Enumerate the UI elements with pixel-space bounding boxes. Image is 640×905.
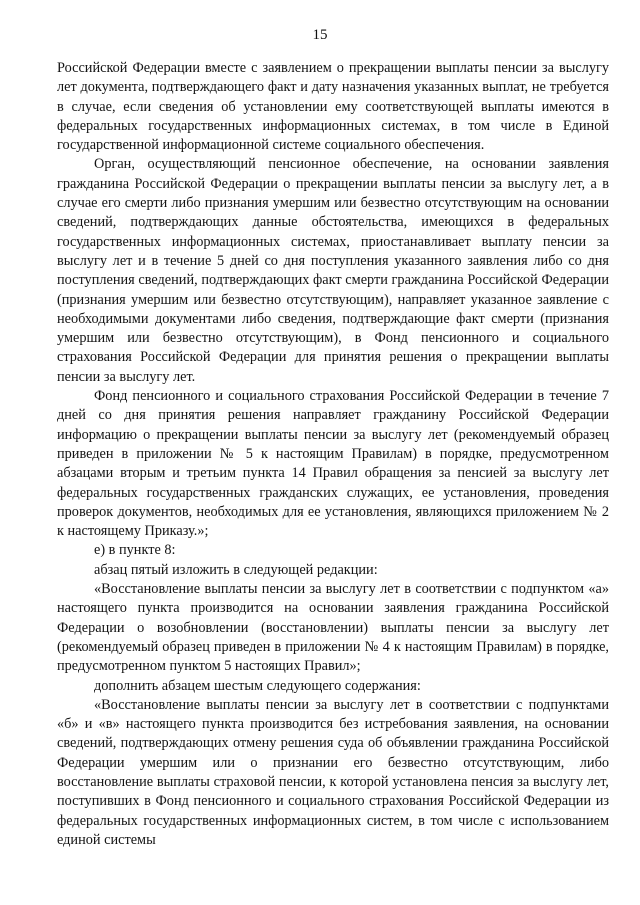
paragraph-abzac-5: абзац пятый изложить в следующей редакции: — [94, 561, 378, 578]
paragraph-fond: Фонд пенсионного и социального страхования Российской Федерации в течение 7 дней со дня принятия решения направляет гражданину Российской Федерации информацию о прекращении выплаты пенсии за выслугу лет (рекомендуемый образец приведен в приложении № 5 к настоящим Правилам) в порядке, предусмотренном абзацами вторым и третьим пункта 14 Правил обращения за пенсией за выслугу лет федеральных государственных гражданских служащих, ее установления, проведения проверок документов, необходимых для ее установления, являющихся приложением № 2 к настоящему Приказу.»; — [57, 388, 609, 540]
paragraph-vosstanovlenie-a: «Восстановление выплаты пенсии за выслугу лет в соответствии с подпунктом «а» настоящего пункта производится на основании заявления гражданина Российской Федерации о возобновлении (восстановлении) выплаты пенсии за выслугу лет (рекомендуемый образец приведен в приложении № 4 к настоящим Правилам) в порядке, предусмотренном пунктом 5 настоящих Правил»; — [57, 581, 609, 675]
paragraph-item-e: е) в пункте 8: — [94, 542, 176, 559]
document-body — [57, 59, 609, 850]
paragraph-vosstanovlenie-b-v: «Восстановление выплаты пенсии за выслугу лет в соответствии с подпунктами «б» и «в» настоящего пункта производится без истребования заявления, на основании сведений, подтверждающих отмену решения суда об объявлении гражданина Российской Федерации умершим или о признании его безвестно отсутствующим, либо восстановление выплаты страховой пенсии, к которой установлена пенсия за выслугу лет, поступивших в Фонд пенсионного и социального страхования Российской Федерации из федеральных государственных информационных систем, в том числе с использованием единой системы — [57, 696, 609, 848]
paragraph-dopolnit: дополнить абзацем шестым следующего содержания: — [94, 677, 421, 694]
page-number: 15 — [312, 27, 328, 43]
paragraph-organ: Орган, осуществляющий пенсионное обеспечение, на основании заявления гражданина Российской Федерации о прекращении выплаты пенсии за выслугу лет, а в случае его смерти либо признания умершим или безвестно отсутствующим на основании сведений, подтверждающих данные обстоятельства, имеющихся в федеральных государственных информационных системах, приостанавливает выплату пенсии за выслугу лет и в течение 5 дней со дня поступления указанного заявления либо со дня поступления сведений, подтверждающих факт смерти гражданина Российской Федерации (признания умершим или безвестно отсутствующим), направляет указанное заявление с необходимыми документами либо сведения, подтверждающие факт смерти (признания умершим или безвестно отсутствующим), в Фонд пенсионного и социального страхования Российской Федерации для принятия решения о прекращении выплаты пенсии за выслугу лет. — [57, 156, 609, 385]
paragraph-continuation: Российской Федерации вместе с заявлением о прекращении выплаты пенсии за выслугу лет документа, подтверждающего факт и дату назначения указанных выплат, не требуется в случае, если сведения об установлении ему соответствующей выплаты имеются в федеральных государственных информационных системах, в том числе в Единой государственной информационной системе социального обеспечения. — [57, 60, 609, 154]
